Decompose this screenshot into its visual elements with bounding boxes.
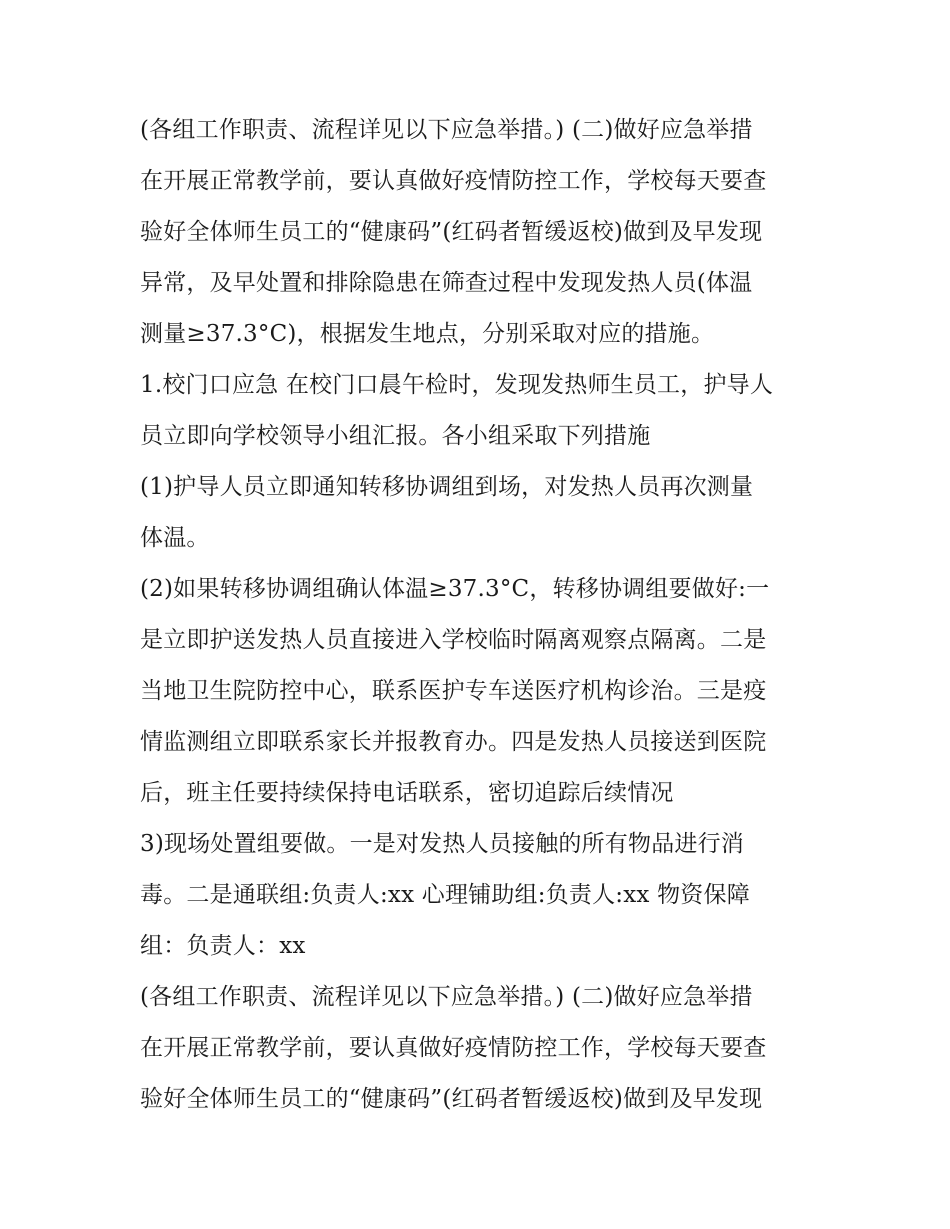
text-line: (各组工作职责、流程详见以下应急举措。) (二)做好应急举措 bbox=[140, 984, 753, 1010]
text-line: 验好全体师生员工的“健康码”(红码者暂缓返校)做到及早发现 bbox=[140, 1086, 763, 1112]
text-line: 后，班主任要持续保持电话联系，密切追踪后续情况 bbox=[140, 780, 674, 806]
text-line: 3)现场处置组要做。一是对发热人员接触的所有物品进行消 bbox=[140, 831, 745, 857]
text-line: 当地卫生院防控中心，联系医护专车送医疗机构诊治。三是疫 bbox=[140, 678, 767, 704]
text-line: 在开展正常教学前，要认真做好疫情防控工作，学校每天要查 bbox=[140, 1035, 767, 1061]
text-line: 毒。二是通联组:负责人:xx 心理铺助组:负责人:xx 物资保障 bbox=[140, 882, 750, 908]
text-line: 异常，及早处置和排除隐患在筛查过程中发现发热人员(体温 bbox=[140, 270, 753, 296]
text-line: (1)护导人员立即通知转移协调组到场，对发热人员再次测量 bbox=[140, 474, 754, 500]
text-line: 组：负责人：xx bbox=[140, 933, 306, 959]
text-line: 是立即护送发热人员直接进入学校临时隔离观察点隔离。二是 bbox=[140, 627, 767, 653]
text-line: 测量≥37.3°C)，根据发生地点，分别采取对应的措施。 bbox=[140, 321, 715, 347]
text-line: 在开展正常教学前，要认真做好疫情防控工作，学校每天要查 bbox=[140, 168, 767, 194]
document-body bbox=[140, 105, 820, 1125]
text-line: 情监测组立即联系家长并报教育办。四是发热人员接送到医院 bbox=[140, 729, 767, 755]
text-line: 员立即向学校领导小组汇报。各小组采取下列措施 bbox=[140, 423, 651, 449]
text-line: (2)如果转移协调组确认体温≥37.3°C，转移协调组要做好:一 bbox=[140, 576, 770, 602]
text-line: 验好全体师生员工的“健康码”(红码者暂缓返校)做到及早发现 bbox=[140, 219, 763, 245]
text-line: (各组工作职责、流程详见以下应急举措。) (二)做好应急举措 bbox=[140, 117, 753, 143]
text-line: 体温。 bbox=[140, 525, 210, 551]
text-line: 1.校门口应急 在校门口晨午检时，发现发热师生员工，护导人 bbox=[140, 372, 774, 398]
